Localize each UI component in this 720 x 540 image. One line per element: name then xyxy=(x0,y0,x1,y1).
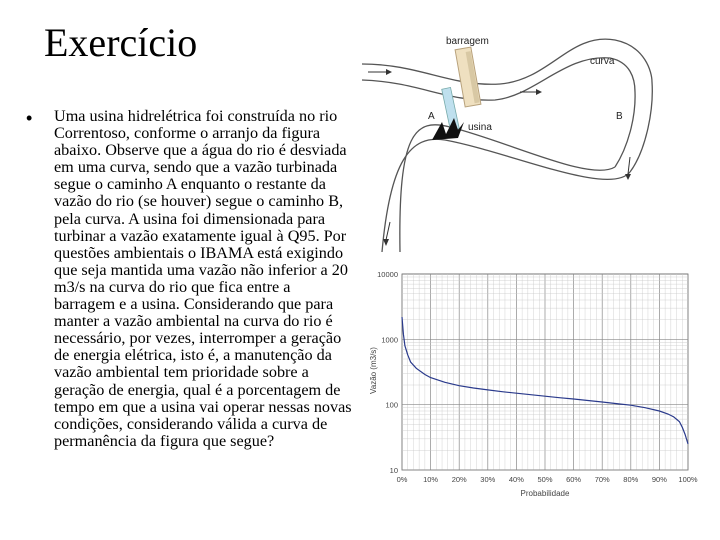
river-diagram xyxy=(360,22,660,262)
y-tick-label: 10 xyxy=(389,466,398,475)
powerhouse-symbol xyxy=(432,118,464,140)
x-tick-label: 30% xyxy=(480,475,496,484)
river-bank-right xyxy=(630,82,652,172)
flow-duration-chart xyxy=(360,262,710,508)
x-tick-label: 60% xyxy=(566,475,582,484)
x-tick-label: 90% xyxy=(651,475,667,484)
x-tick-label: 10% xyxy=(423,475,439,484)
label-usina: usina xyxy=(468,122,492,133)
river-bank-lower-left-inner xyxy=(400,125,615,252)
bullet-marker: • xyxy=(26,108,33,128)
chart-grid xyxy=(402,274,688,470)
x-tick-label: 0% xyxy=(396,475,408,484)
y-tick-label: 100 xyxy=(385,400,398,410)
chart-ticks xyxy=(377,270,698,484)
x-tick-label: 80% xyxy=(623,475,639,484)
x-tick-label: 70% xyxy=(594,475,610,484)
x-tick-label: 100% xyxy=(678,475,698,484)
x-axis-label: Probabilidade xyxy=(520,489,570,498)
diversion-channel xyxy=(442,87,460,130)
exercise-text: Uma usina hidrelétrica foi construída no rio Correntoso, conforme o arranjo da figura abaixo. Observe que a água do rio é desviada em uma curva, sendo que a vazão turbinada segue o caminho A enquanto o restante da vazão do rio (se houver) segue o caminho B, pela curva. A usina foi dimensionada para turbinar a vazão exatamente igual à Q95. Por questões ambientais o IBAMA está exigindo que seja mantida uma vazão não inferior a 20 m3/s na curva do rio que fica entre a barragem e a usina. Considerando que para manter a vazão ambiental na curva do rio é necessário, por vezes, interromper a geração de energia elétrica, isto é, a manutenção da vazão ambiental tem prioridade sobre a geração de energia, qual é a porcentagem de tempo em que a usina vai operar nessas novas condições, considerando válida a curva de permanência da figura que segue? xyxy=(54,107,352,450)
slide-title: Exercício xyxy=(44,20,198,65)
y-tick-label: 10000 xyxy=(377,270,398,279)
y-axis-label: Vazão (m3/s) xyxy=(369,347,378,394)
river-bank-right-inner xyxy=(615,92,635,167)
x-tick-label: 40% xyxy=(508,475,524,484)
y-tick-label: 1000 xyxy=(381,335,398,345)
label-curva: curva xyxy=(590,56,615,67)
river-bank-lower-left xyxy=(382,139,630,252)
label-a: A xyxy=(428,111,435,122)
label-b: B xyxy=(616,111,623,122)
x-tick-label: 20% xyxy=(451,475,467,484)
x-tick-label: 50% xyxy=(537,475,553,484)
label-barragem: barragem xyxy=(446,36,489,47)
